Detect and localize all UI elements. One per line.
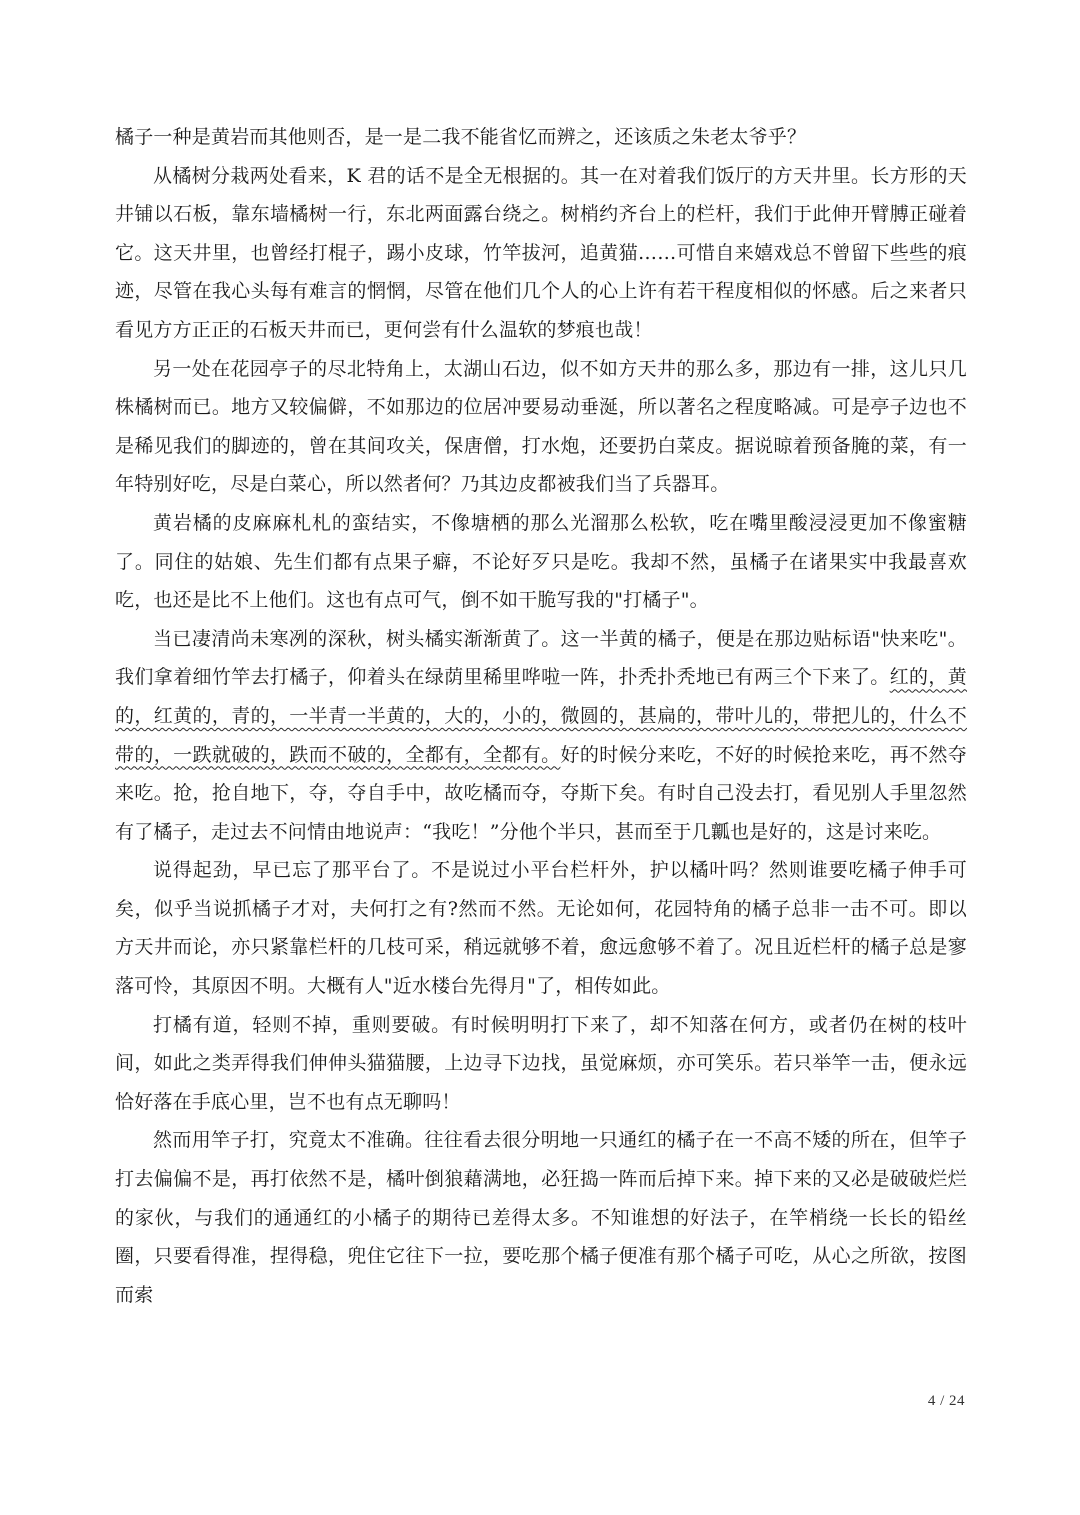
paragraph-8: 然而用竿子打，究竟太不准确。往往看去很分明地一只通红的橘子在一不高不矮的所在，但竿子打去偏偏不是，再打依然不是，橘叶倒狼藉满地，必狂捣一阵而后掉下来。掉下来的又必是破破烂烂的家伙，与我们的通通红的小橘子的期待已差得太多。不知谁想的好法子，在竿梢绕一长长的铅丝圈，只要看得准，捏得稳，兜住它往下一拉，要吃那个橘子便准有那个橘子可吃，从心之所欲，按图而索 xyxy=(115,1129,967,1306)
wavy-underlined-passage: 红的，黄的，红黄的，青的，一半青一半黄的，大的，小的，微圆的，甚扁的，带叶儿的，带把儿的，什么不带的，一跌就破的，跌而不破的，全都有，全都有。 xyxy=(115,666,967,766)
paragraph-2: 从橘树分栽两处看来，K 君的话不是全无根据的。其一在对着我们饭厅的方天井里。长方形的天井铺以石板，靠东墙橘树一行，东北两面露台绕之。树梢约齐台上的栏杆，我们于此伸开臂膊正碰着它。这天井里，也曾经打棍子，踢小皮球，竹竿拔河，追黄猫……可惜自来嬉戏总不曾留下些些的痕迹，尽管在我心头每有难言的惘惘，尽管在他们几个人的心上许有若干程度相似的怀感。后之来者只看见方方正正的石板天井而已，更何尝有什么温软的梦痕也哉！ xyxy=(115,164,967,341)
paragraph-1: 橘子一种是黄岩而其他则否，是一是二我不能省忆而辨之，还该质之朱老太爷乎？ xyxy=(115,126,807,148)
paragraph-7: 打橘有道，轻则不掉，重则要破。有时候明明打下来了，却不知落在何方，或者仍在树的枝叶间，如此之类弄得我们伸伸头猫猫腰，上边寻下边找，虽觉麻烦，亦可笑乐。若只举竿一击，便永远恰好落在手底心里，岂不也有点无聊吗！ xyxy=(115,1013,967,1113)
paragraph-3: 另一处在花园亭子的尽北特角上，太湖山石边，似不如方天井的那么多，那边有一排，这儿只几株橘树而已。地方又较偏僻，不如那边的位居冲要易动垂涎，所以著名之程度略减。可是亭子边也不是稀见我们的脚迹的，曾在其间攻关，保唐僧，打水炮，还要扔白菜皮。据说晾着预备腌的菜，有一年特别好吃，尽是白菜心，所以然者何？乃其边皮都被我们当了兵器耳。 xyxy=(115,357,967,496)
page-number: 4 / 24 xyxy=(927,1393,965,1409)
paragraph-5-lead: 当已凄清尚未寒冽的深秋，树头橘实渐渐黄了。这一半黄的橘子，便是在那边贴标语"快来吃"。我们拿着细竹竿去打橘子，仰着头在绿荫里稀里哗啦一阵，扑秃扑秃地已有两三个下来了。 xyxy=(115,627,967,689)
paragraph-5 xyxy=(115,620,967,852)
paragraph-5-tail: 好的时候分来吃，不好的时候抢来吃，再不然夺来吃。抢，抢自地下，夺，夺自手中，故吃橘而夺，夺斯下矣。有时自己没去打，看见别人手里忽然有了橘子，走过去不问情由地说声：“我吃！”分他个半只，甚而至于几瓤也是好的，这是讨来吃。 xyxy=(115,743,967,843)
article-body xyxy=(115,118,967,1314)
paragraph-4: 黄岩橘的皮麻麻札札的蛮结实，不像塘栖的那么光溜那么松软，吃在嘴里酸浸浸更加不像蜜糖了。同住的姑娘、先生们都有点果子癖，不论好歹只是吃。我却不然，虽橘子在诸果实中我最喜欢吃，也还是比不上他们。这也有点可气，倒不如干脆写我的"打橘子"。 xyxy=(115,511,967,612)
paragraph-6: 说得起劲，早已忘了那平台了。不是说过小平台栏杆外，护以橘叶吗？然则谁要吃橘子伸手可矣，似乎当说抓橘子才对，夫何打之有?然而不然。无论如何，花园特角的橘子总非一击不可。即以方天井而论，亦只紧靠栏杆的几枝可采，稍远就够不着，愈远愈够不着了。况且近栏杆的橘子总是寥落可怜，其原因不明。大概有人"近水楼台先得月"了，相传如此。 xyxy=(115,859,967,998)
